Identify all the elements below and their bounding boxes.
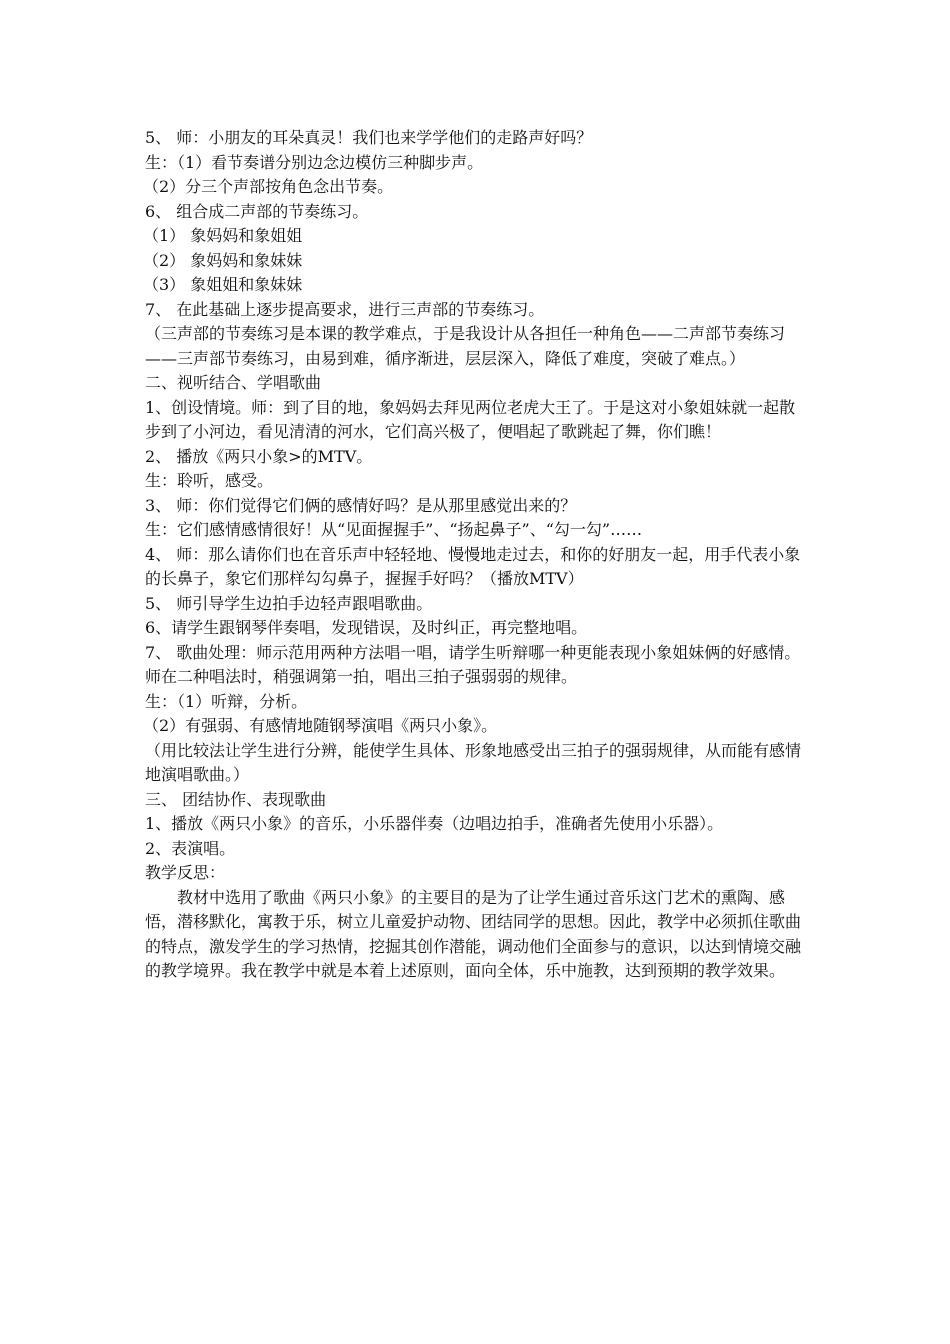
student-response-line: 生：它们感情感情很好！从“见面握握手”、“扬起鼻子”、“勾一勾”…… (145, 520, 643, 539)
song-treatment-paragraph: 7、 歌曲处理：师示范用两种方法唱一唱，请学生听辩哪一种更能表现小象姐妹俩的好感情。师在二种唱法时，稍强调第一拍，唱出三拍子强弱弱的规律。 (145, 642, 801, 686)
sub-item-line: （2）有强弱、有感情地随钢琴演唱《两只小象》。 (143, 716, 498, 735)
step-line: 3、 师：你们觉得它们俩的感情好吗？是从那里感觉出来的？ (145, 495, 577, 515)
step-line: 1、播放《两只小象》的音乐，小乐器伴奏（边唱边拍手，准确者先使用小乐器）。 (145, 814, 724, 833)
teaching-note-paragraph: （三声部的节奏练习是本课的教学难点，于是我设计从各担任一种角色——二声部节奏练习——三声部节奏练习，由易到难，循序渐进，层层深入，降低了难度，突破了难点。） (145, 324, 786, 368)
step-line: 5、 师引导学生边拍手边轻声跟唱歌曲。 (145, 593, 433, 613)
student-response-line: 生：（1）看节奏谱分别边念边模仿三种脚步声。 (145, 152, 484, 172)
pair-item-line: （1） 象妈妈和象姐姐 (143, 226, 303, 245)
student-response-line: 生：聆听，感受。 (145, 471, 274, 490)
section-heading-two: 二、视听结合、学唱歌曲 (145, 373, 322, 392)
section-heading-three: 三、 团结协作、表现歌曲 (145, 789, 327, 809)
step-6-line: 6、 组合成二声部的节奏练习。 (145, 201, 369, 221)
document-body (145, 126, 810, 984)
step-7-line: 7、 在此基础上逐步提高要求，进行三声部的节奏练习。 (145, 299, 545, 319)
teaching-note-paragraph: （用比较法让学生进行分辨，能使学生具体、形象地感受出三拍子的强弱规律，从而能有感情地演唱歌曲。） (145, 740, 802, 784)
scenario-paragraph: 1、创设情境。师：到了目的地，象妈妈去拜见两位老虎大王了。于是这对小象姐妹就一起散步到了小河边，看见清清的河水，它们高兴极了，便唱起了歌跳起了舞，你们瞧！ (145, 397, 796, 441)
step-line: 6、请学生跟钢琴伴奏唱，发现错误，及时纠正，再完整地唱。 (145, 618, 588, 637)
reflection-heading: 教学反思： (145, 863, 226, 882)
step-line: 2、表演唱。 (145, 838, 236, 858)
pair-item-line: （2） 象妈妈和象妹妹 (143, 250, 303, 270)
step-5-teacher-line: 5、 师：小朋友的耳朵真灵！我们也来学学他们的走路声好吗？ (145, 128, 593, 147)
step-paragraph: 4、 师：那么请你们也在音乐声中轻轻地、慢慢地走过去，和你的好朋友一起，用手代表小象的长鼻子，象它们那样勾勾鼻子，握握手好吗？（播放MTV） (145, 544, 801, 588)
reflection-paragraph: 教材中选用了歌曲《两只小象》的主要目的是为了让学生通过音乐这门艺术的熏陶、感悟，潜移默化，寓教于乐，树立儿童爱护动物、团结同学的思想。因此，教学中必须抓住歌曲的特点，激发学生的学习热情，挖掘其创作潜能，调动他们全面参与的意识，以达到情境交融的教学境界。我在教学中就是本着上述原则，面向全体，乐中施教，达到预期的教学效果。 (145, 887, 802, 980)
step-line: 2、 播放《两只小象>的MTV。 (145, 446, 373, 466)
student-response-line: 生：（1）听辩，分析。 (145, 691, 308, 711)
pair-item-line: （3） 象姐姐和象妹妹 (143, 275, 303, 294)
sub-item-line: （2）分三个声部按角色念出节奏。 (143, 177, 394, 196)
